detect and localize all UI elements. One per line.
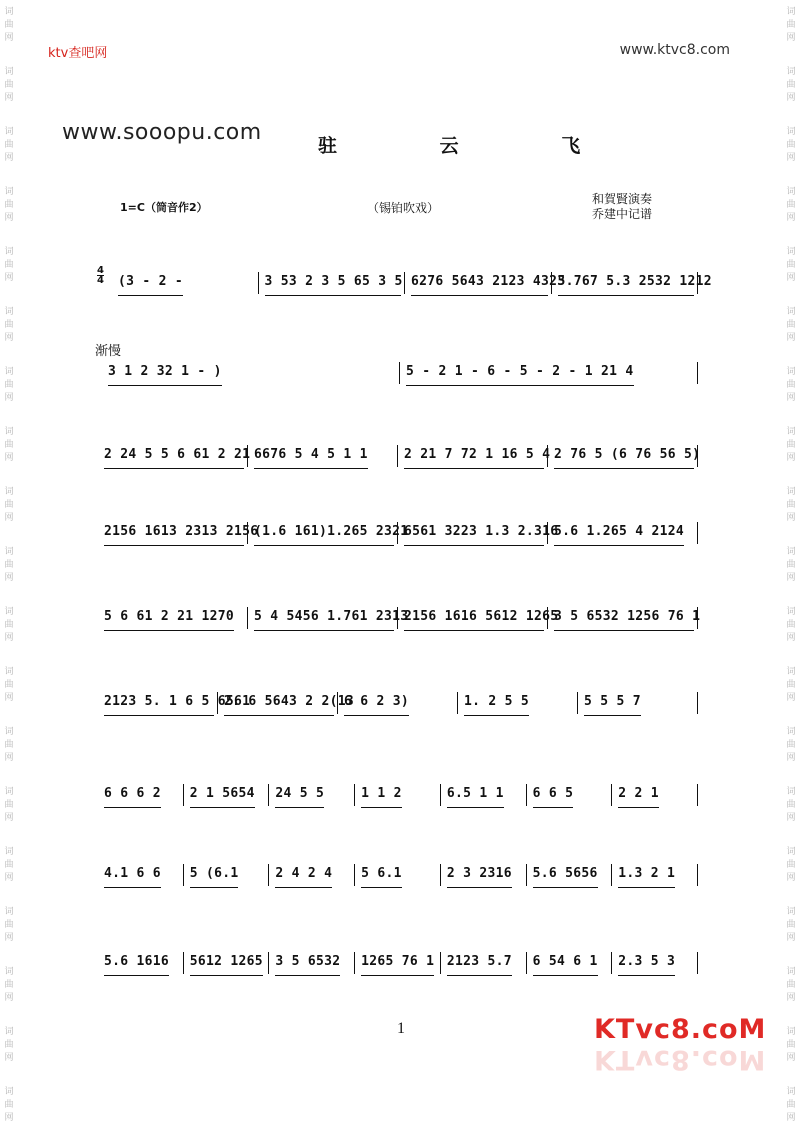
side-watermark: 词 曲 网 bbox=[786, 7, 796, 43]
side-watermark: 词 曲 网 bbox=[786, 1027, 796, 1063]
bar-line bbox=[697, 607, 698, 629]
score-row bbox=[98, 605, 701, 629]
measure: 5 6.1 bbox=[361, 862, 402, 888]
side-watermark: 词 曲 网 bbox=[4, 487, 14, 523]
measure: 2123 5.7 bbox=[447, 950, 512, 976]
page-number: 1 bbox=[397, 1020, 405, 1037]
bar-line bbox=[697, 445, 698, 467]
score-row bbox=[98, 950, 698, 974]
measure: 3 5 6532 bbox=[275, 950, 340, 976]
time-signature bbox=[97, 266, 104, 285]
measure: 2 2 1 bbox=[618, 782, 659, 808]
side-watermark: 词 曲 网 bbox=[4, 367, 14, 403]
side-watermark: 词 曲 网 bbox=[786, 547, 796, 583]
side-watermark: 词 曲 网 bbox=[786, 307, 796, 343]
bar-line bbox=[268, 952, 269, 974]
side-watermark: 词 曲 网 bbox=[4, 907, 14, 943]
measure: 24 5 5 bbox=[275, 782, 324, 808]
bar-line bbox=[247, 522, 248, 544]
measure: 2.3 5 3 bbox=[618, 950, 675, 976]
side-watermark: 词 曲 网 bbox=[4, 667, 14, 703]
measure: 2156 1616 5612 1265 bbox=[404, 605, 544, 631]
bar-line bbox=[697, 864, 698, 886]
logo-reflection: KTvc8.coM bbox=[594, 1044, 767, 1075]
measure: 2 1 5654 bbox=[190, 782, 255, 808]
bar-line bbox=[526, 864, 527, 886]
bar-line bbox=[577, 692, 578, 714]
tempo-marking: 渐慢 bbox=[95, 343, 122, 358]
side-watermark: 词 曲 网 bbox=[786, 967, 796, 1003]
measure: 2 24 5 5 6 61 2 21 bbox=[104, 443, 244, 469]
measure: 2 21 7 72 1 16 5 4 bbox=[404, 443, 544, 469]
measure: 1. 2 5 5 bbox=[464, 690, 529, 716]
side-watermark: 词 曲 网 bbox=[4, 547, 14, 583]
side-watermark: 词 曲 网 bbox=[786, 607, 796, 643]
side-watermark: 词 曲 网 bbox=[4, 127, 14, 163]
measure: (1.6 161)1.265 2321 bbox=[254, 520, 394, 546]
side-watermark: 词 曲 网 bbox=[4, 787, 14, 823]
credits bbox=[592, 192, 652, 222]
side-watermark: 词 曲 网 bbox=[786, 247, 796, 283]
side-watermark: 词 曲 网 bbox=[4, 1087, 14, 1123]
side-watermark: 词 曲 网 bbox=[4, 67, 14, 103]
measure: 6 6 2 3) bbox=[344, 690, 409, 716]
measure: 6 6 5 bbox=[533, 782, 574, 808]
bar-line bbox=[397, 522, 398, 544]
score-row bbox=[98, 520, 698, 544]
time-signature-bottom: 4 bbox=[97, 275, 104, 286]
bar-line bbox=[697, 692, 698, 714]
measure: (3 - 2 - bbox=[118, 270, 183, 296]
bar-line bbox=[268, 784, 269, 806]
side-watermark: 词 曲 网 bbox=[786, 907, 796, 943]
bar-line bbox=[611, 952, 612, 974]
measure: 6561 3223 1.3 2.316 bbox=[404, 520, 544, 546]
measure: 6 6 6 2 bbox=[104, 782, 161, 808]
bar-line bbox=[697, 522, 698, 544]
side-watermark: 词 曲 网 bbox=[4, 1027, 14, 1063]
side-watermark: 词 曲 网 bbox=[4, 247, 14, 283]
ktvc8-logo[interactable] bbox=[594, 1014, 767, 1094]
side-watermark: 词 曲 网 bbox=[786, 667, 796, 703]
measure: 5 5 5 7 bbox=[584, 690, 641, 716]
side-watermark: 词 曲 网 bbox=[786, 787, 796, 823]
side-watermark: 词 曲 网 bbox=[4, 607, 14, 643]
measure: 2 4 2 4 bbox=[275, 862, 332, 888]
bar-line bbox=[247, 445, 248, 467]
bar-line bbox=[217, 692, 218, 714]
bar-line bbox=[268, 864, 269, 886]
score-row bbox=[98, 782, 698, 806]
bar-line bbox=[337, 692, 338, 714]
side-watermark: 词 曲 网 bbox=[4, 967, 14, 1003]
measure: 4.1 6 6 bbox=[104, 862, 161, 888]
side-watermark: 词 曲 网 bbox=[4, 727, 14, 763]
score-title: 驻 云 飞 bbox=[318, 135, 629, 157]
measure: 2 3 2316 bbox=[447, 862, 512, 888]
measure: 3 5 6532 1256 76 1 bbox=[554, 605, 694, 631]
bar-line bbox=[399, 362, 400, 384]
side-watermark: 词 曲 网 bbox=[786, 1087, 796, 1123]
site-name-left[interactable]: ktv查吧网 bbox=[48, 46, 108, 61]
logo-text: KTvc8.coM bbox=[594, 1014, 767, 1045]
site-url-right[interactable]: www.ktvc8.com bbox=[619, 42, 730, 58]
measure: 2156 1613 2313 2156 bbox=[104, 520, 244, 546]
bar-line bbox=[547, 445, 548, 467]
bar-line bbox=[697, 362, 698, 384]
bar-line bbox=[526, 952, 527, 974]
measure: 6.5 1 1 bbox=[447, 782, 504, 808]
score-row bbox=[98, 690, 698, 714]
measure: 1 1 2 bbox=[361, 782, 402, 808]
bar-line bbox=[547, 522, 548, 544]
bar-line bbox=[258, 272, 259, 294]
side-watermark: 词 曲 网 bbox=[786, 67, 796, 103]
bar-line bbox=[697, 952, 698, 974]
score-row bbox=[102, 360, 698, 384]
genre-label: （锡铂吹戏） bbox=[367, 201, 440, 215]
bar-line bbox=[183, 784, 184, 806]
side-watermark: 词 曲 网 bbox=[786, 727, 796, 763]
side-watermark: 词 曲 网 bbox=[786, 847, 796, 883]
score-row bbox=[98, 443, 701, 467]
side-watermark: 词 曲 网 bbox=[4, 847, 14, 883]
bar-line bbox=[354, 864, 355, 886]
bar-line bbox=[404, 272, 405, 294]
bar-line bbox=[440, 784, 441, 806]
bar-line bbox=[440, 864, 441, 886]
bar-line bbox=[247, 607, 248, 629]
bar-line bbox=[397, 445, 398, 467]
transcriber-credit: 乔建中记谱 bbox=[592, 207, 653, 221]
measure: 5 - 2 1 - 6 - 5 - 2 - 1 21 4 bbox=[406, 360, 634, 386]
bar-line bbox=[551, 272, 552, 294]
side-watermark: 词 曲 网 bbox=[786, 367, 796, 403]
side-watermark: 词 曲 网 bbox=[4, 427, 14, 463]
measure: 2. 6 5643 2 2(13 bbox=[224, 690, 334, 716]
bar-line bbox=[397, 607, 398, 629]
bar-line bbox=[354, 784, 355, 806]
measure: 6676 5 4 5 1 1 bbox=[254, 443, 368, 469]
measure: 5.6 5656 bbox=[533, 862, 598, 888]
left-watermark-strip bbox=[2, 0, 16, 1123]
measure: 5612 1265 bbox=[190, 950, 263, 976]
bar-line bbox=[440, 952, 441, 974]
side-watermark: 词 曲 网 bbox=[786, 487, 796, 523]
performer-credit: 和賀賢演奏 bbox=[592, 192, 653, 206]
measure: 2123 5. 1 6 5 6561 bbox=[104, 690, 214, 716]
side-watermark: 词 曲 网 bbox=[786, 427, 796, 463]
key-signature: 1=C（筒音作2） bbox=[120, 201, 208, 214]
measure: 6276 5643 2123 4323 bbox=[411, 270, 548, 296]
bar-line bbox=[526, 784, 527, 806]
source-site-label: www.sooopu.com bbox=[62, 120, 262, 145]
bar-line bbox=[697, 784, 698, 806]
measure: 5.767 5.3 2532 1212 bbox=[558, 270, 695, 296]
measure: 5.6 1.265 4 2124 bbox=[554, 520, 684, 546]
score-row bbox=[112, 270, 712, 294]
score-row bbox=[98, 862, 698, 886]
measure: 3 53 2 3 5 65 3 5 bbox=[265, 270, 402, 296]
bar-line bbox=[547, 607, 548, 629]
side-watermark: 词 曲 网 bbox=[4, 307, 14, 343]
bar-line bbox=[183, 864, 184, 886]
bar-line bbox=[457, 692, 458, 714]
bar-line bbox=[611, 864, 612, 886]
right-watermark-strip bbox=[784, 0, 798, 1123]
measure: 5 (6.1 bbox=[190, 862, 239, 888]
side-watermark: 词 曲 网 bbox=[4, 7, 14, 43]
bar-line bbox=[611, 784, 612, 806]
side-watermark: 词 曲 网 bbox=[786, 127, 796, 163]
measure: 2 76 5 (6 76 56 5) bbox=[554, 443, 694, 469]
side-watermark: 词 曲 网 bbox=[4, 187, 14, 223]
side-watermark: 词 曲 网 bbox=[786, 187, 796, 223]
measure: 3 1 2 32 1 - ) bbox=[108, 360, 222, 386]
measure: 1265 76 1 bbox=[361, 950, 434, 976]
time-signature-top: 4 bbox=[97, 265, 104, 276]
measure: 5 6 61 2 21 1270 bbox=[104, 605, 234, 631]
measure: 6 54 6 1 bbox=[533, 950, 598, 976]
bar-line bbox=[697, 272, 698, 294]
measure: 5 4 5456 1.761 2313 bbox=[254, 605, 394, 631]
bar-line bbox=[354, 952, 355, 974]
bar-line bbox=[183, 952, 184, 974]
measure: 1.3 2 1 bbox=[618, 862, 675, 888]
measure: 5.6 1616 bbox=[104, 950, 169, 976]
